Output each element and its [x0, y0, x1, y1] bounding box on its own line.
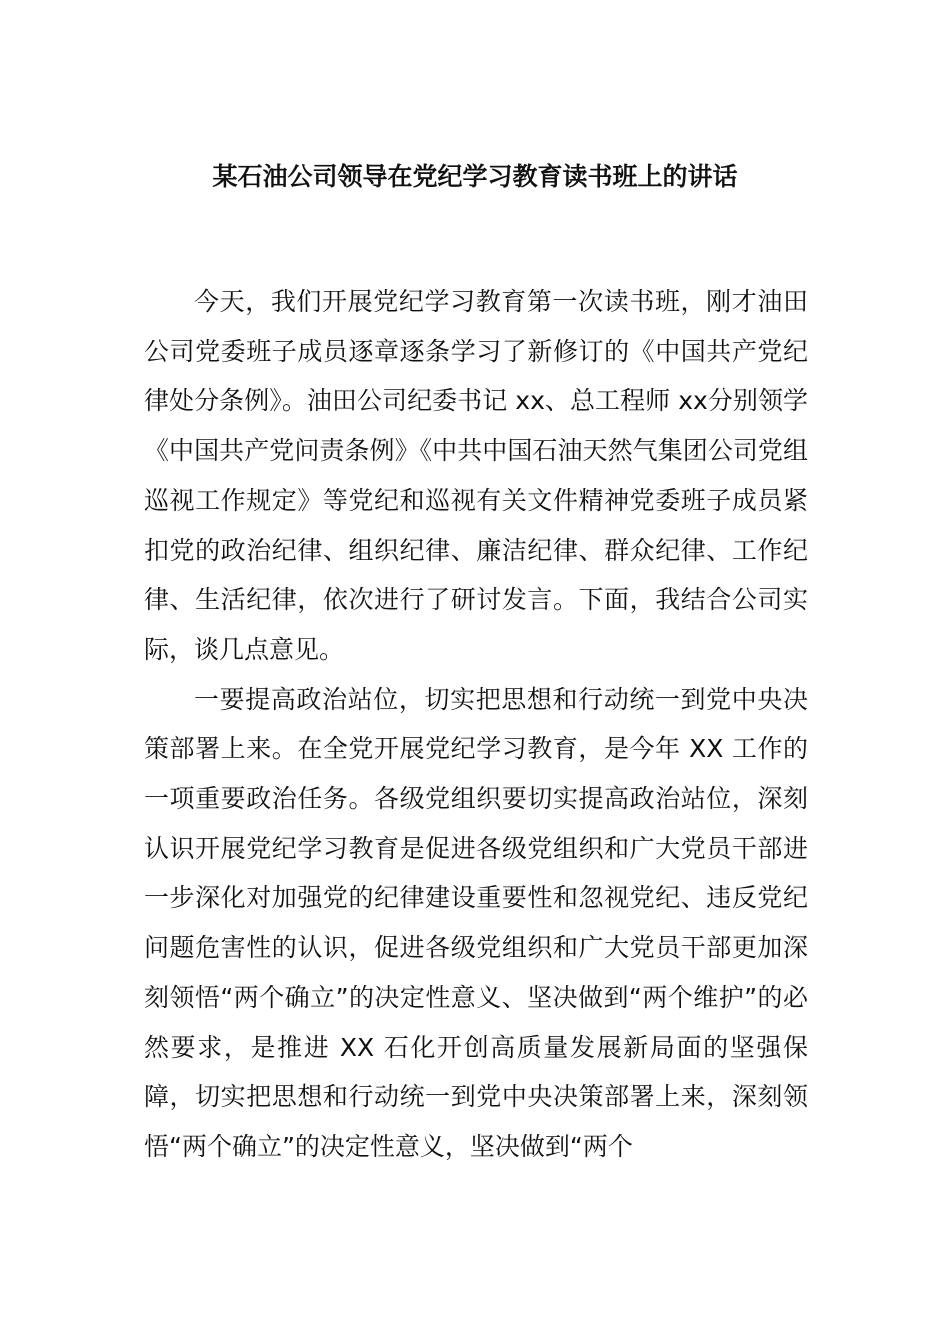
- document-title: 某石油公司领导在党纪学习教育读书班上的讲话: [212, 162, 738, 191]
- paragraph-point-one: 一要提高政治站位，切实把思想和行动统一到党中央决策部署上来。在全党开展党纪学习教育，是今年 XX 工作的一项重要政治任务。各级党组织要切实提高政治站位，深刻认识开展党纪学习教育是促进各级党组织和广大党员干部进一步深化对加强党的纪律建设重要性和忽视党纪、违反党纪问题危害性的认识，促进各级党组织和广大党员干部更加深刻领悟“两个确立”的决定性意义、坚决做到“两个维护”的必然要求，是推进 XX 石化开创高质量发展新局面的坚强保障，切实把思想和行动统一到党中央决策部署上来，深刻领悟“两个确立”的决定性意义，坚决做到“两个: [144, 684, 808, 1161]
- paragraph-intro: 今天，我们开展党纪学习教育第一次读书班，刚才油田公司党委班子成员逐章逐条学习了新修订的《中国共产党纪律处分条例》。油田公司纪委书记 xx、总工程师 xx分别领学《中国共产党问责条例》《中共中国石油天然气集团公司党组巡视工作规定》等党纪和巡视有关文件精神党委班子成员紧扣党的政治纪律、组织纪律、廉洁纪律、群众纪律、工作纪律、生活纪律，依次进行了研讨发言。下面，我结合公司实际，谈几点意见。: [144, 287, 808, 664]
- document-body: [144, 277, 808, 1172]
